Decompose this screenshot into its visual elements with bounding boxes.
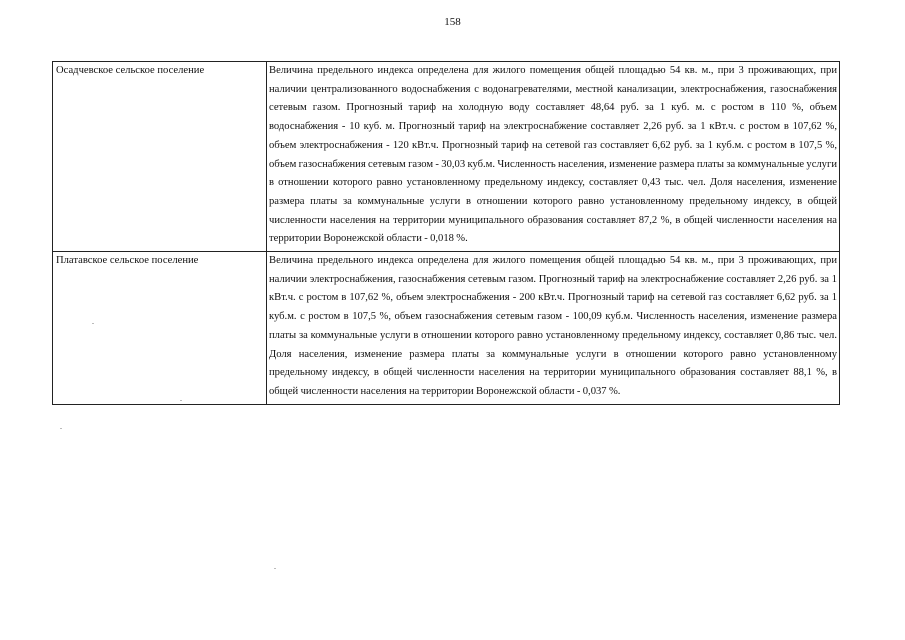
municipality-name: Осадчевское сельское поселение xyxy=(53,62,267,252)
scan-speck xyxy=(92,323,94,324)
scan-speck xyxy=(60,428,62,429)
scan-speck xyxy=(274,568,276,569)
index-description: Величина предельного индекса определена для жилого помещения общей площадью 54 кв. м., при 3 проживающих, при наличии электроснабжения, газоснабжения сетевым газом. Прогнозный тариф на электроснабжение составляет 2,26 руб. за 1 кВт.ч. с ростом в 107,62 %, объем электроснабжения - 200 кВт.ч. Прогнозный тариф на сетевой газ составляет 6,62 руб. за 1 куб.м. с ростом в 107,5 %, объем газоснабжения сетевым газом - 100,09 куб.м. Численность населения, изменение размера платы за коммунальные услуги в отношении которого равно установленному предельному индексу, составляет 0,86 тыс. чел. Доля населения, изменение размера платы за коммунальные услуги в отношении которого равно установленному предельному индексу, в общей численности населения на территории муниципального образования составляет 88,1 %, в общей численности населения на территории Воронежской области - 0,037 %. xyxy=(267,252,840,405)
page-number: 158 xyxy=(444,16,461,28)
scan-speck xyxy=(180,400,182,401)
index-description: Величина предельного индекса определена для жилого помещения общей площадью 54 кв. м., при 3 проживающих, при наличии централизованного водоснабжения с водонагревателями, местной канализации, электроснабжения, газоснабжения сетевым газом. Прогнозный тариф на холодную воду составляет 48,64 руб. за 1 куб. м. с ростом в 110 %, объем водоснабжения - 10 куб. м. Прогнозный тариф на электроснабжение составляет 2,26 руб. за 1 кВт.ч. с ростом в 107,62 %, объем электроснабжения - 120 кВт.ч. Прогнозный тариф на сетевой газ составляет 6,62 руб. за 1 куб.м. с ростом в 107,5 %, объем газоснабжения сетевым газом - 30,03 куб.м. Численность населения, изменение размера платы за коммунальные услуги в отношении которого равно установленному предельному индексу, составляет 0,43 тыс. чел. Доля населения, изменение размера платы за коммунальные услуги в отношении которого равно установленному предельному индексу, в общей численности населения на территории муниципального образования составляет 87,2 %, в общей численности населения на территории Воронежской области - 0,018 %. xyxy=(267,62,840,252)
municipality-index-table xyxy=(52,61,840,405)
municipality-name: Платавское сельское поселение xyxy=(53,252,267,405)
table-row xyxy=(53,252,840,405)
table-row xyxy=(53,62,840,252)
